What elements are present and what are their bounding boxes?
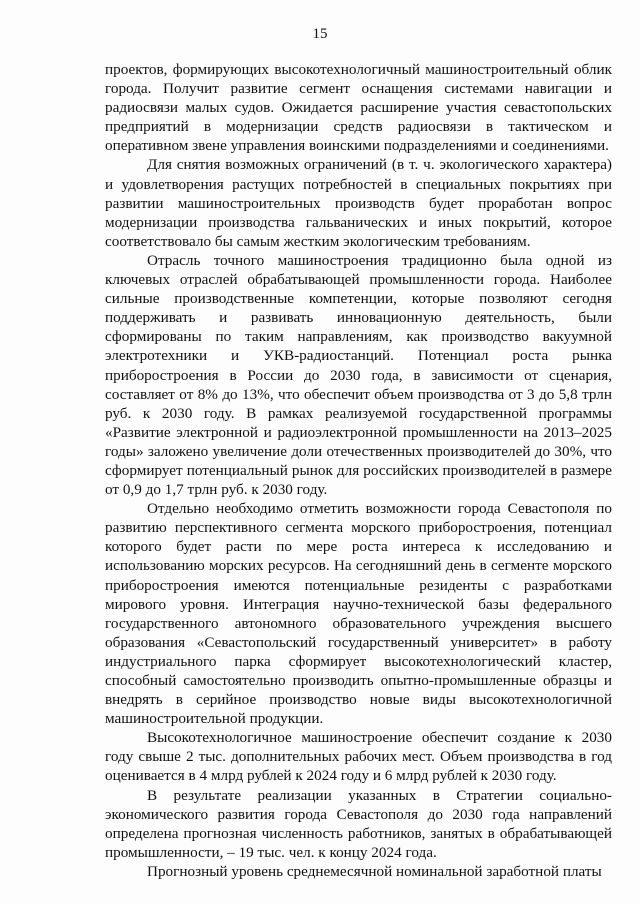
paragraph-jobs: Высокотехнологичное машиностроение обеспечит создание к 2030 году свыше 2 тыс. дополнительных рабочих мест. Объем производства в год оценивается в 4 млрд рублей к 2024 году и 6 млрд рублей к 2030 году. xyxy=(105,729,612,785)
paragraph-wages: Прогнозный уровень среднемесячной номинальной заработной платы xyxy=(147,862,602,880)
paragraph-precision-engineering: Отрасль точного машиностроения традиционно была одной из ключевых отраслей обрабатывающей промышленности города. Наиболее сильные производственные компетенции, которые позволяют сегодня поддерживать и развивать инновационную деятельность, были сформированы по таким направлениям, как производство вакуумной электротехники и УКВ-радиостанций. Потенциал роста рынка приборостроения в России до 2030 года, в зависимости от сценария, составляет от 8% до 13%, что обеспечит объем производства от 3 до 5,8 трлн руб. к 2030 году. В рамках реализуемой государственной программы «Развитие электронной и радиоэлектронной промышленности на 2013–2025 годы» заложено увеличение доли отечественных производителей до 30%, что сформирует потенциальный рынок для российских производителей в размере от 0,9 до 1,7 трлн руб. к 2030 году. xyxy=(105,251,612,499)
document-body xyxy=(105,60,612,881)
paragraph-continued: проектов, формирующих высокотехнологичный машиностроительный облик города. Получит развитие сегмент оснащения системами навигации и радиосвязи малых судов. Ожидается расширение участия севастопольских предприятий в модернизации средств радиосвязи в тактическом и оперативном звене управления воинскими подразделениями и соединениями. xyxy=(105,61,612,155)
paragraph-marine-instruments: Отдельно необходимо отметить возможности города Севастополя по развитию перспективного сегмента морского приборостроения, потенциал которого будет расти по мере роста интереса к исследованию и использованию морских ресурсов. На сегодняшний день в сегменте морского приборостроения имеются потенциальные резиденты с разработками мирового уровня. Интеграция научно-технической базы федерального государственного автономного образовательного учреждения высшего образования «Севастопольский государственный университет» в работу индустриального парка сформирует высокотехнологический кластер, способный самостоятельно производить опытно-промышленные образцы и внедрять в серийное производство новые виды высокотехнологичной машиностроительной продукции. xyxy=(105,500,612,728)
page-number: 15 xyxy=(312,26,328,42)
paragraph-ecology: Для снятия возможных ограничений (в т. ч. экологического характера) и удовлетворения растущих потребностей в специальных покрытиях при развитии машиностроительных производств будет проработан вопрос модернизации производства гальванических и иных покрытий, которое соответствовало бы самым жестким экологическим требованиям. xyxy=(105,156,612,250)
paragraph-workforce: В результате реализации указанных в Стратегии социально-экономического развития города Севастополя до 2030 года направлений определена прогнозная численность работников, занятых в обрабатывающей промышленности, – 19 тыс. чел. к концу 2024 года. xyxy=(105,786,612,861)
